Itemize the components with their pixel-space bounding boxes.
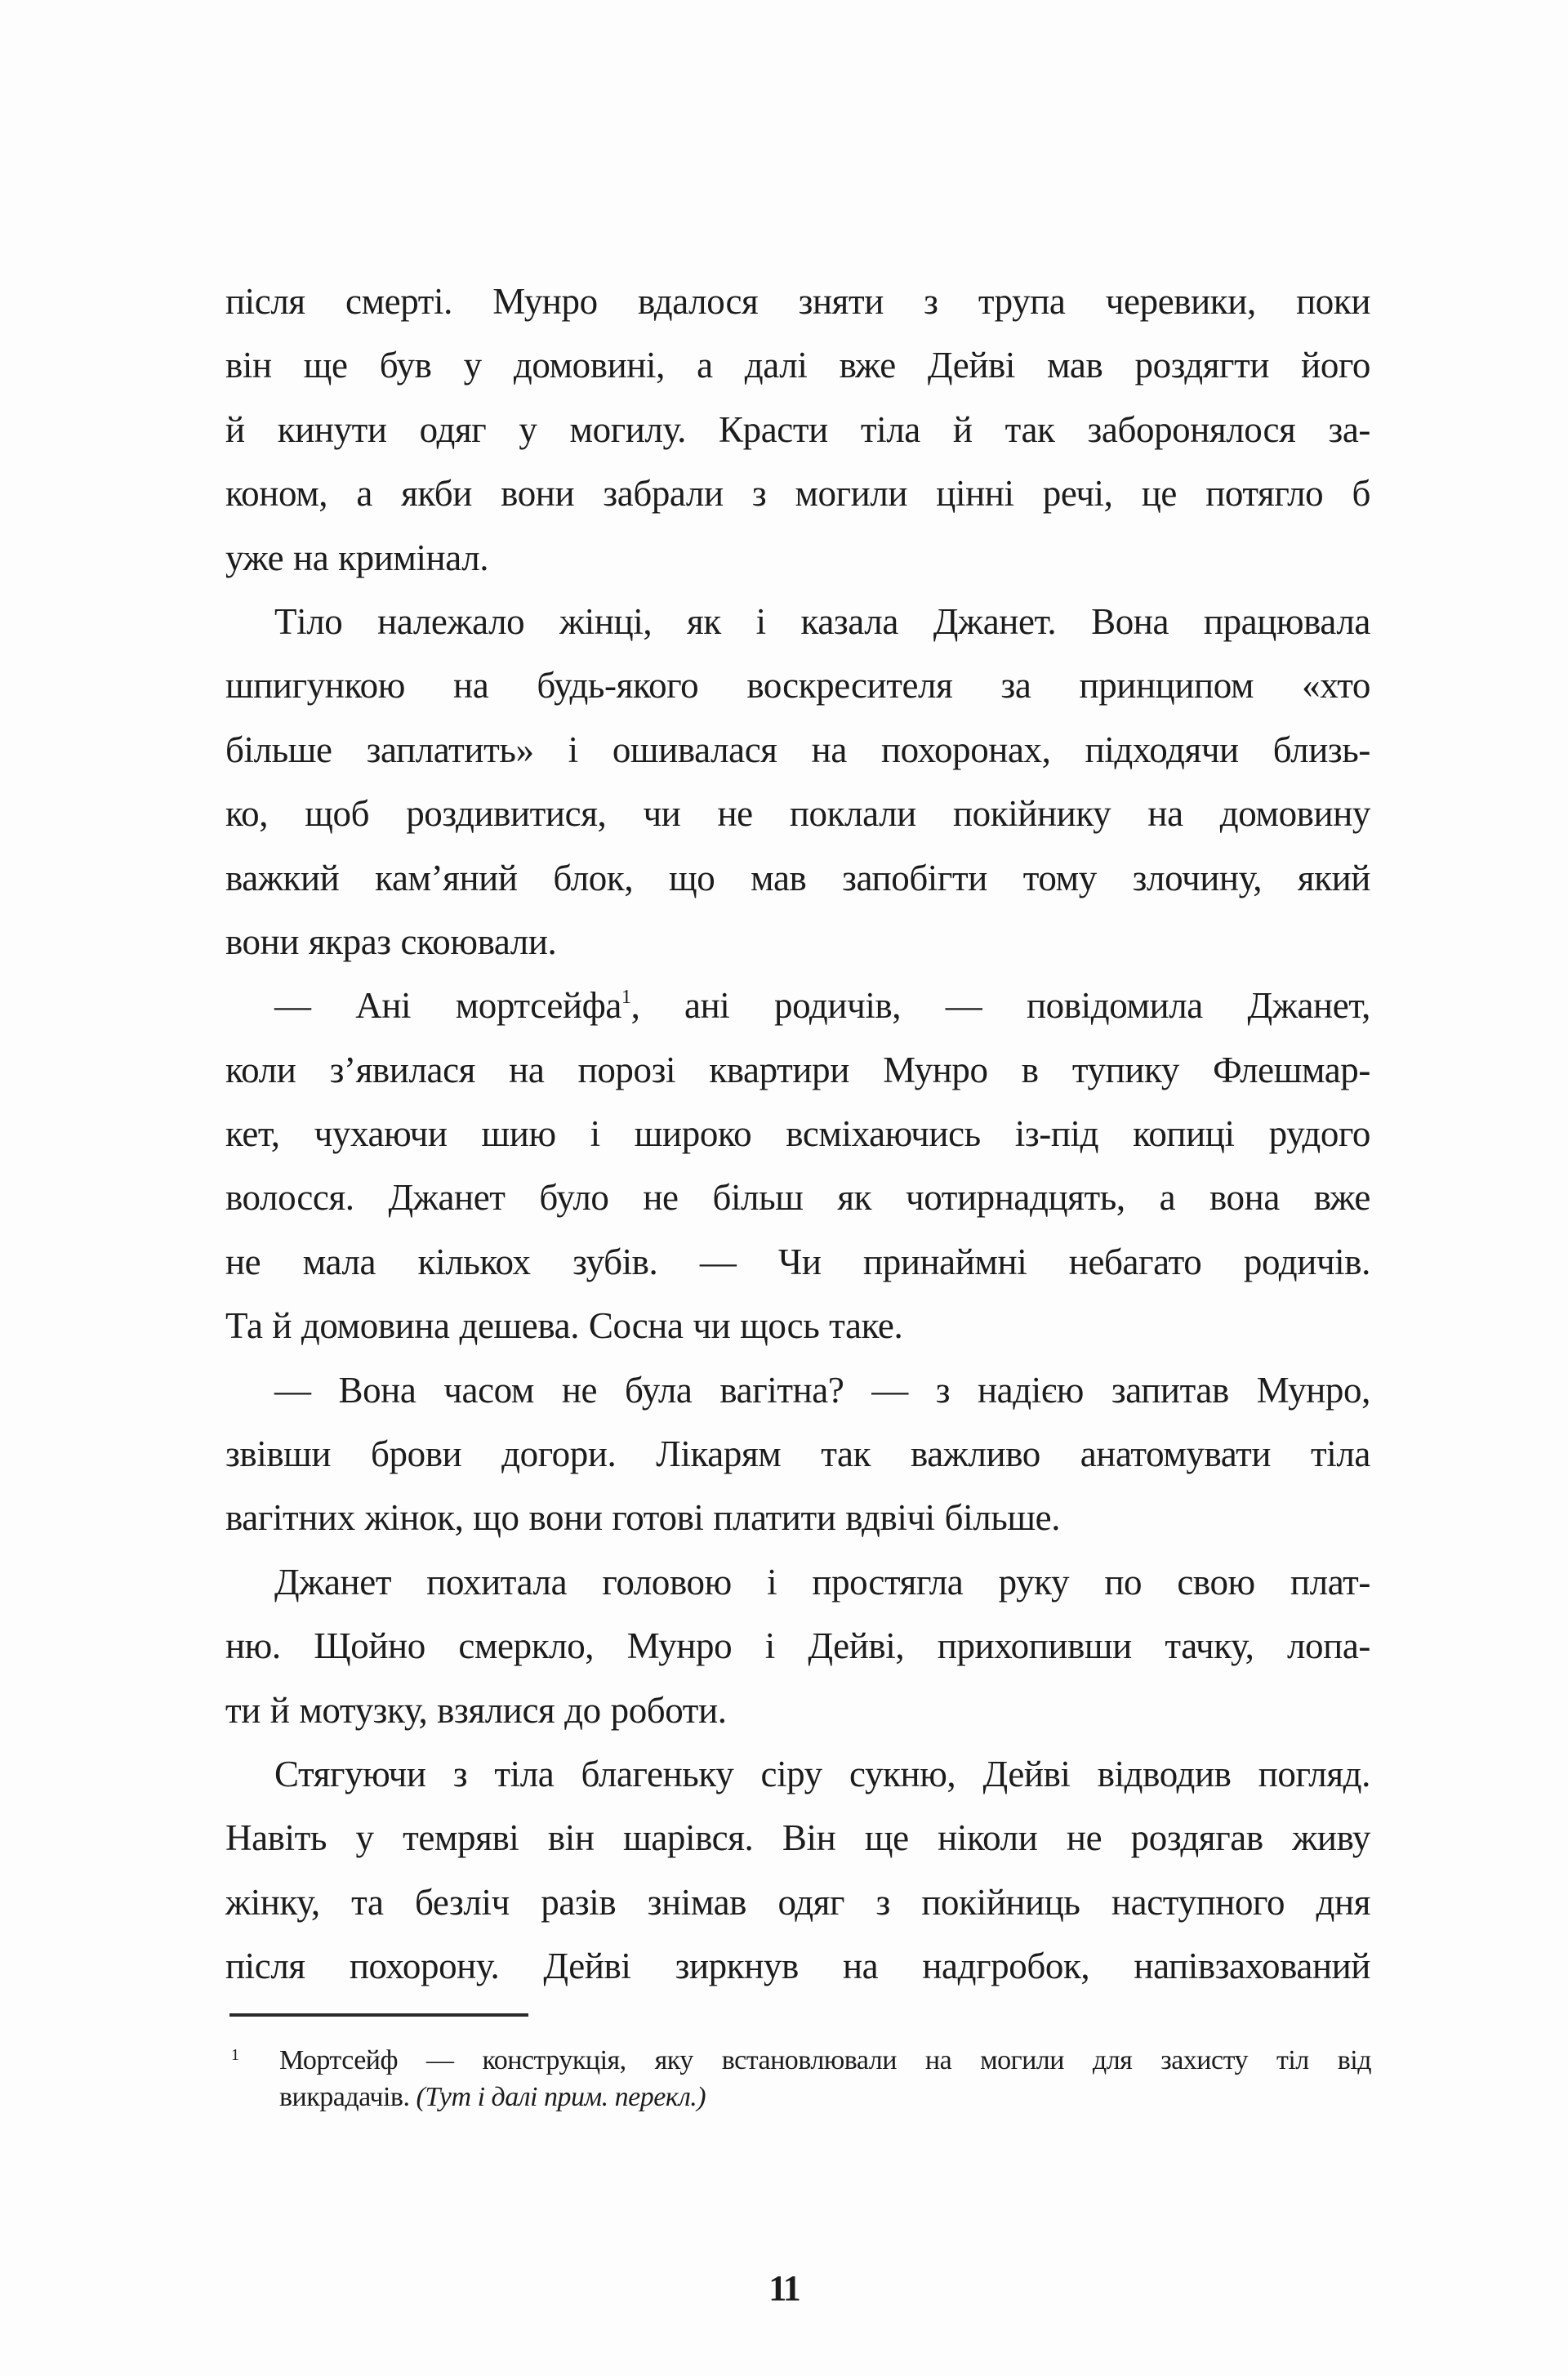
- page-number: 11: [768, 2268, 800, 2308]
- text-line: після смерті. Мунро вдалося зняти з трупа черевики, поки: [225, 281, 1370, 322]
- text-line: Навіть у темряві він шарівся. Він ще ніколи не роздягав живу: [225, 1817, 1370, 1859]
- footnote-separator: [229, 2013, 528, 2017]
- line-part: — Ані мортсейфа: [274, 985, 621, 1027]
- text-line: Тіло належало жінці, як і казала Джанет. Вона працювала: [274, 600, 1370, 642]
- text-line: — Вона часом не була вагітна? — з надією запитав Мунро,: [274, 1369, 1370, 1411]
- footnote-reference[interactable]: 1: [621, 987, 631, 1009]
- text-line: шпигункою на будь-якого воскресителя за принципом «хто: [225, 665, 1370, 707]
- text-line: ти й мотузку, взялися до роботи.: [225, 1689, 727, 1731]
- text-line: після похорону. Дейві зиркнув на надгробок, напівзахований: [225, 1946, 1370, 1987]
- text-line: жінку, та безліч разів знімав одяг з покійниць наступного дня: [225, 1881, 1370, 1923]
- text-line: він ще був у домовині, а далі вже Дейві мав роздягти його: [225, 345, 1370, 386]
- text-line: важкий кам’яний блок, що мав запобігти тому злочину, який: [225, 857, 1370, 898]
- footnote-text: [279, 2042, 1371, 2115]
- footnote-line: Мортсейф — конструкція, яку встановлювали на могили для захисту тіл від: [279, 2045, 1371, 2075]
- translator-note: (Тут і далі прим. перекл.): [416, 2082, 706, 2112]
- text-line: не мала кількох зубів. — Чи принаймні небагато родичів.: [225, 1241, 1370, 1282]
- text-line: кет, чухаючи шию і широко всміхаючись із-під копиці рудого: [225, 1113, 1370, 1155]
- text-line: волосся. Джанет було не більш як чотирнадцять, а вона вже: [225, 1177, 1370, 1219]
- footnote: [229, 2042, 1373, 2115]
- text-line: Та й домовина дешева. Сосна чи щось таке.: [225, 1305, 903, 1347]
- text-line-with-footnote: [225, 974, 1370, 1037]
- text-line: й кинути одяг у могилу. Красти тіла й так заборонялося за-: [225, 408, 1370, 450]
- text-line: Стягуючи з тіла благеньку сіру сукню, Дейві відводив погляд.: [274, 1753, 1370, 1794]
- footnote-marker: 1: [231, 2046, 239, 2064]
- text-line: коли з’явилася на порозі квартири Мунро в тупику Флешмар-: [225, 1049, 1370, 1090]
- footnote-line-text: викрадачів.: [279, 2082, 416, 2112]
- text-line: коном, а якби вони забрали з могили цінні речі, це потягло б: [225, 473, 1370, 515]
- line-part: , ані родичів, — повідомила Джанет,: [630, 985, 1371, 1027]
- text-line: вагітних жінок, що вони готові платити вдвічі більше.: [225, 1497, 1061, 1539]
- text-line: Джанет похитала головою і простягла руку по свою плат-: [274, 1561, 1370, 1603]
- footnote-line: [279, 2079, 1371, 2115]
- text-line: уже на кримінал.: [225, 537, 489, 578]
- text-line: ню. Щойно смеркло, Мунро і Дейві, прихопивши тачку, лопа-: [225, 1625, 1370, 1667]
- text-line: вони якраз скоювали.: [225, 921, 557, 962]
- text-line: звівши брови догори. Лікарям так важливо анатомувати тіла: [225, 1433, 1370, 1475]
- text-line: ко, щоб роздивитися, чи не поклали покійнику на домовину: [225, 793, 1370, 835]
- body-text: [225, 270, 1370, 1999]
- text-line: більше заплатить» і ошивалася на похоронах, підходячи близь-: [225, 729, 1370, 770]
